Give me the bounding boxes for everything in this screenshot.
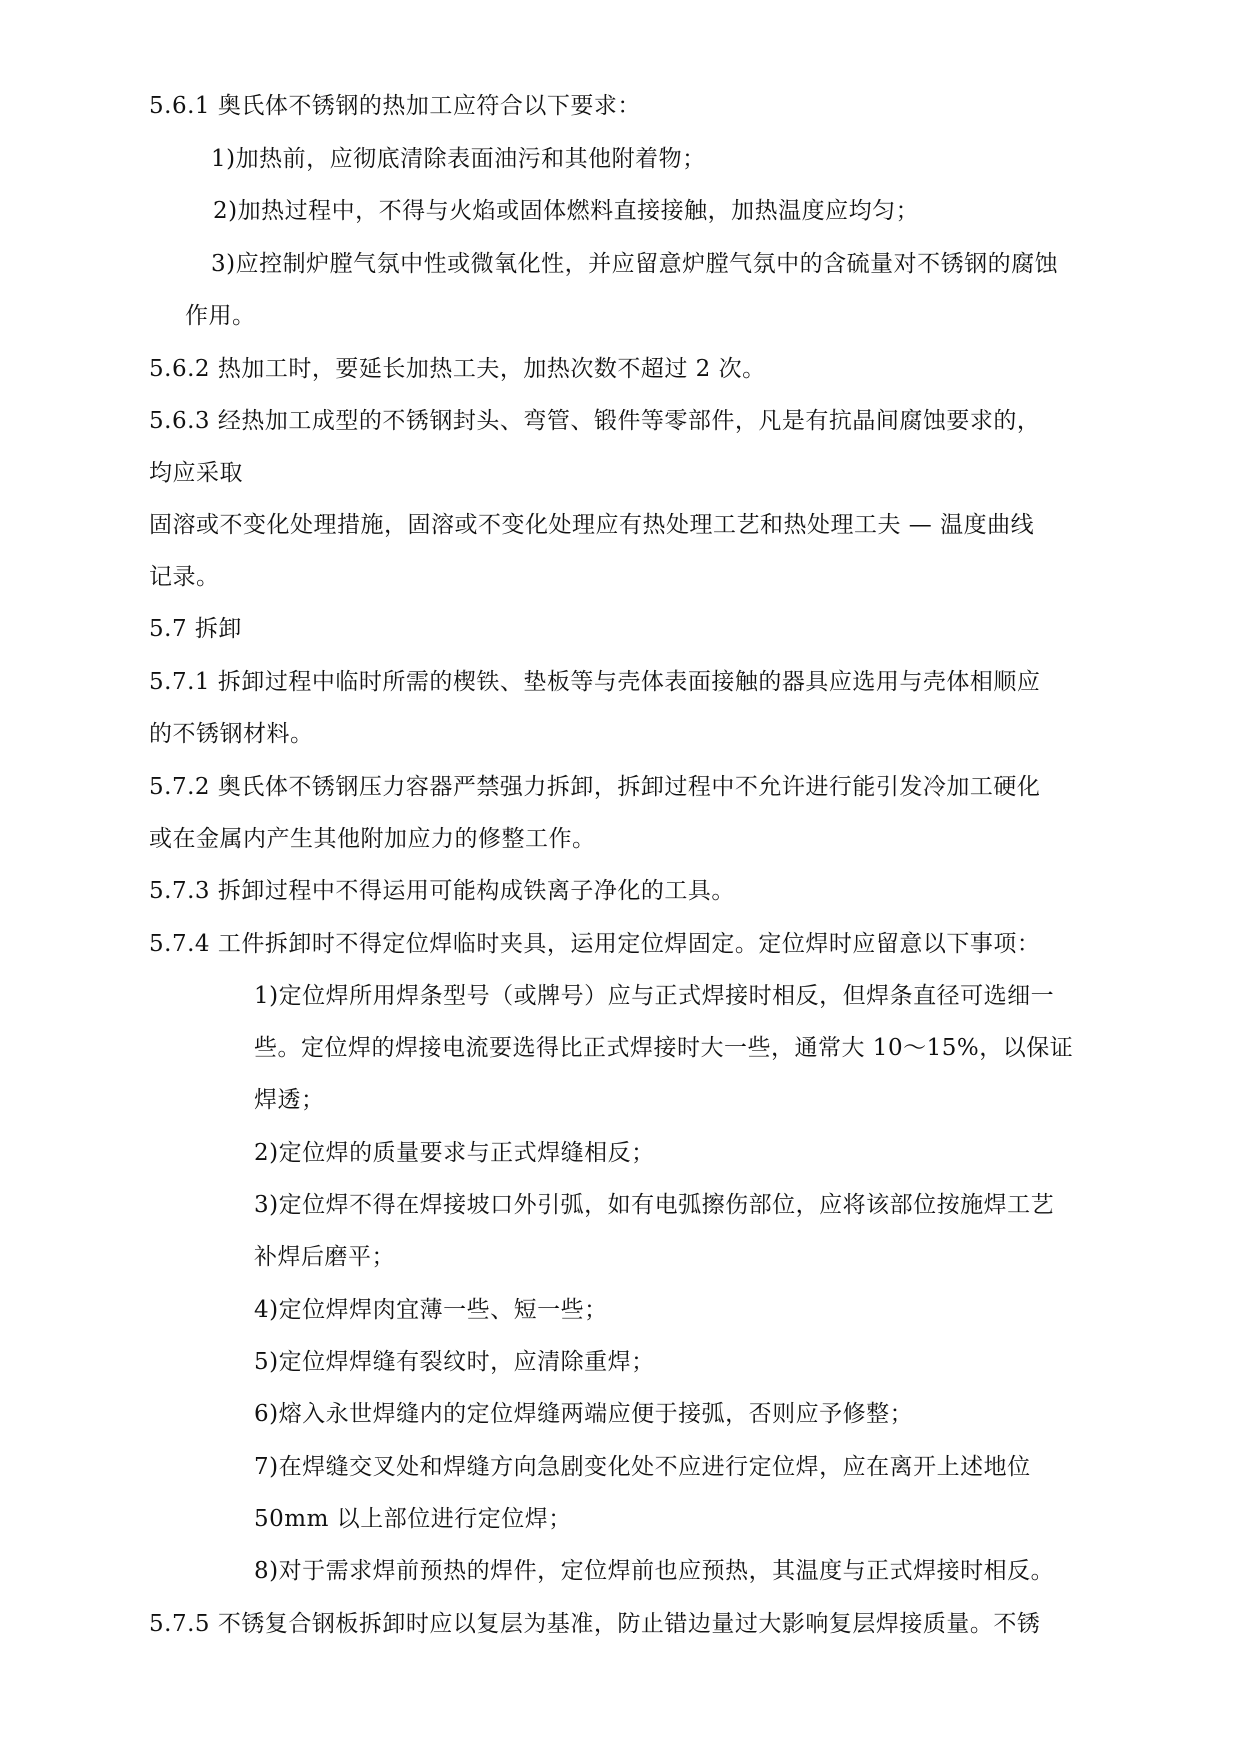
section-5-7-4-item-2: 2)定位焊的质量要求与正式焊缝相反； [254, 1140, 655, 1166]
section-5-7-4-item-1-cont2: 焊透； [254, 1087, 325, 1113]
section-5-7-2-line-2: 或在金属内产生其他附加应力的修整工作。 [149, 826, 596, 852]
section-5-7-4-item-5: 5)定位焊焊缝有裂纹时，应清除重焊； [254, 1349, 655, 1375]
section-5-7-4-item-3-cont: 补焊后磨平； [254, 1244, 395, 1270]
section-5-6-3-line-3: 固溶或不变化处理措施，固溶或不变化处理应有热处理工艺和热处理工夫 — 温度曲线 [149, 512, 1035, 538]
section-5-6-3-line-1: 5.6.3 经热加工成型的不锈钢封头、弯管、锻件等零部件，凡是有抗晶间腐蚀要求的， [149, 408, 1041, 434]
section-5-7-4-item-6: 6)熔入永世焊缝内的定位焊缝两端应便于接弧，否则应予修整； [254, 1401, 914, 1427]
section-5-7-4-heading: 5.7.4 工件拆卸时不得定位焊临时夹具，运用定位焊固定。定位焊时应留意以下事项： [149, 931, 1041, 957]
section-5-6-3-line-2: 均应采取 [149, 460, 243, 486]
section-5-6-1-heading: 5.6.1 奥氏体不锈钢的热加工应符合以下要求： [149, 93, 641, 119]
section-5-7-4-item-3: 3)定位焊不得在焊接坡口外引弧，如有电弧擦伤部位，应将该部位按施焊工艺 [254, 1192, 1055, 1218]
section-5-7-3: 5.7.3 拆卸过程中不得运用可能构成铁离子净化的工具。 [149, 878, 735, 904]
section-5-7-4-item-1-cont: 些。定位焊的焊接电流要选得比正式焊接时大一些，通常大 10～15%，以保证 [254, 1035, 1074, 1061]
section-5-6-1-item-1: 1)加热前，应彻底清除表面油污和其他附着物； [211, 146, 706, 172]
section-5-7-5: 5.7.5 不锈复合钢板拆卸时应以复层为基准，防止错边量过大影响复层焊接质量。不锈 [149, 1611, 1041, 1637]
section-5-6-1-item-3: 3)应控制炉膛气氛中性或微氧化性，并应留意炉膛气氛中的含硫量对不锈钢的腐蚀 [211, 251, 1059, 277]
section-5-7-4-item-7-cont: 50mm 以上部位进行定位焊； [254, 1506, 572, 1532]
section-5-7-4-item-4: 4)定位焊焊肉宜薄一些、短一些； [254, 1297, 608, 1323]
section-5-7-heading: 5.7 拆卸 [149, 616, 242, 642]
section-5-7-4-item-8: 8)对于需求焊前预热的焊件，定位焊前也应预热，其温度与正式焊接时相反。 [254, 1558, 1055, 1584]
section-5-6-2: 5.6.2 热加工时，要延长加热工夫，加热次数不超过 2 次。 [149, 356, 766, 382]
section-5-7-4-item-1: 1)定位焊所用焊条型号（或牌号）应与正式焊接时相反，但焊条直径可选细一 [254, 983, 1055, 1009]
section-5-6-1-item-3-cont: 作用。 [185, 303, 256, 329]
section-5-7-4-item-7: 7)在焊缝交叉处和焊缝方向急剧变化处不应进行定位焊，应在离开上述地位 [254, 1454, 1031, 1480]
section-5-7-2-line-1: 5.7.2 奥氏体不锈钢压力容器严禁强力拆卸，拆卸过程中不允许进行能引发冷加工硬化 [149, 774, 1041, 800]
section-5-7-1-line-2: 的不锈钢材料。 [149, 721, 314, 747]
section-5-7-1-line-1: 5.7.1 拆卸过程中临时所需的楔铁、垫板等与壳体表面接触的器具应选用与壳体相顺应 [149, 669, 1041, 695]
section-5-6-1-item-2: 2)加热过程中，不得与火焰或固体燃料直接接触，加热温度应均匀； [213, 198, 920, 224]
section-5-6-3-line-4: 记录。 [149, 564, 220, 590]
